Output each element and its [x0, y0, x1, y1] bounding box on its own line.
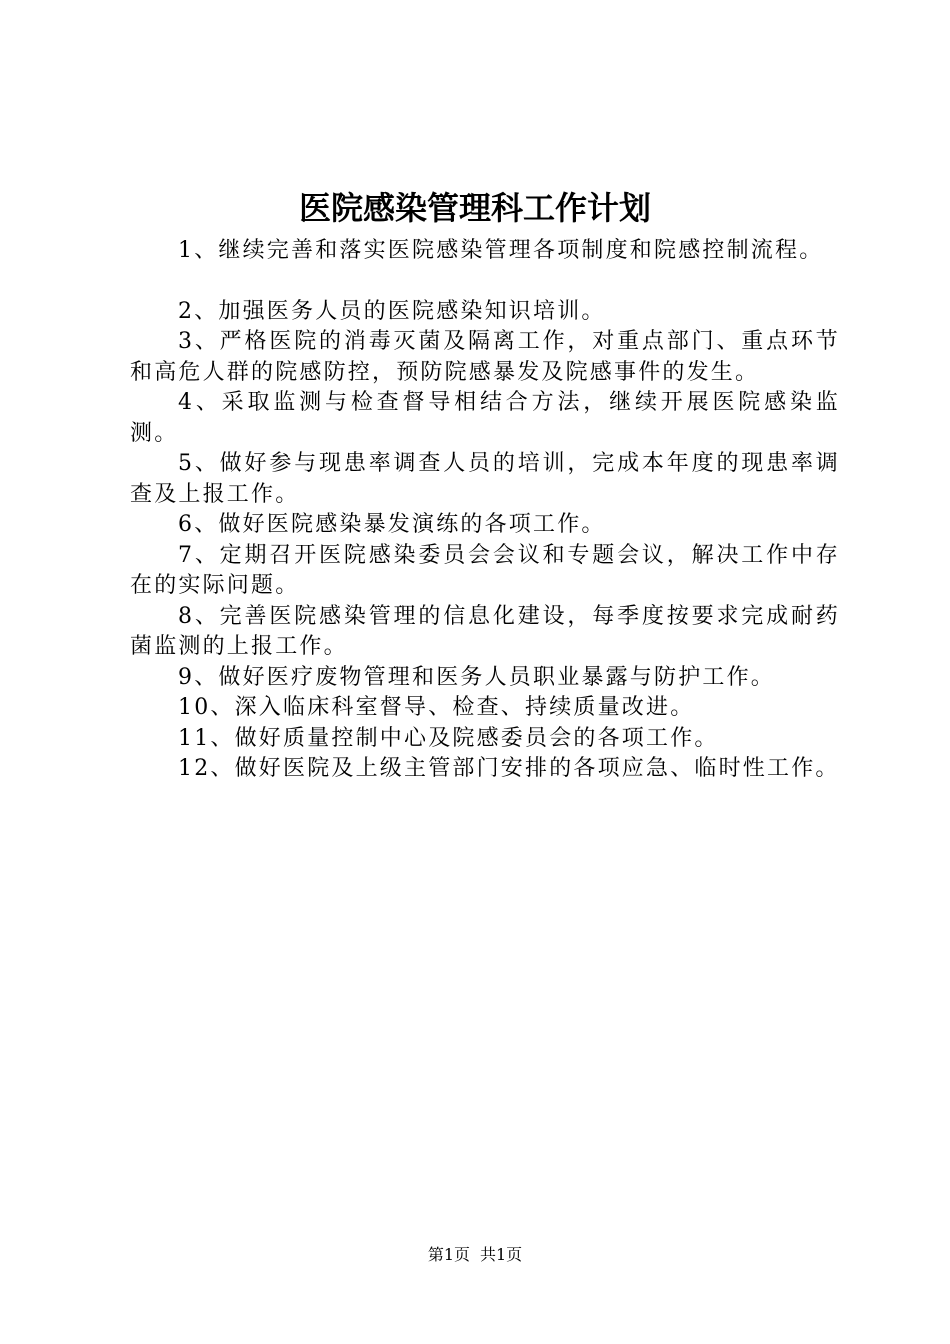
page-number: 第1页	[427, 1245, 470, 1264]
paragraph-5: 5、做好参与现患率调查人员的培训，完成本年度的现患率调查及上报工作。	[130, 451, 840, 507]
page-footer	[0, 1244, 950, 1266]
paragraph-1: 1、继续完善和落实医院感染管理各项制度和院感控制流程。	[178, 238, 824, 263]
paragraph-9: 9、做好医疗废物管理和医务人员职业暴露与防护工作。	[178, 664, 775, 690]
document-body	[130, 236, 840, 785]
paragraph-6: 6、做好医院感染暴发演练的各项工作。	[178, 512, 606, 537]
paragraph-11: 11、做好质量控制中心及院感委员会的各项工作。	[178, 725, 719, 751]
paragraph-4: 4、采取监测与检查督导相结合方法，继续开展医院感染监测。	[130, 390, 840, 446]
page-total: 共1页	[480, 1245, 523, 1264]
document-title: 医院感染管理科工作计划	[298, 189, 651, 227]
paragraph-10: 10、深入临床科室督导、检查、持续质量改进。	[178, 695, 695, 720]
paragraph-3: 3、严格医院的消毒灭菌及隔离工作，对重点部门、重点环节和高危人群的院感防控，预防院感暴发及院感事件的发生。	[130, 329, 840, 385]
paragraph-8: 8、完善医院感染管理的信息化建设，每季度按要求完成耐药菌监测的上报工作。	[130, 603, 840, 659]
paragraph-12: 12、做好医院及上级主管部门安排的各项应急、临时性工作。	[178, 756, 840, 781]
paragraph-7: 7、定期召开医院感染委员会会议和专题会议，解决工作中存在的实际问题。	[130, 542, 840, 598]
paragraph-2: 2、加强医务人员的医院感染知识培训。	[178, 298, 606, 324]
